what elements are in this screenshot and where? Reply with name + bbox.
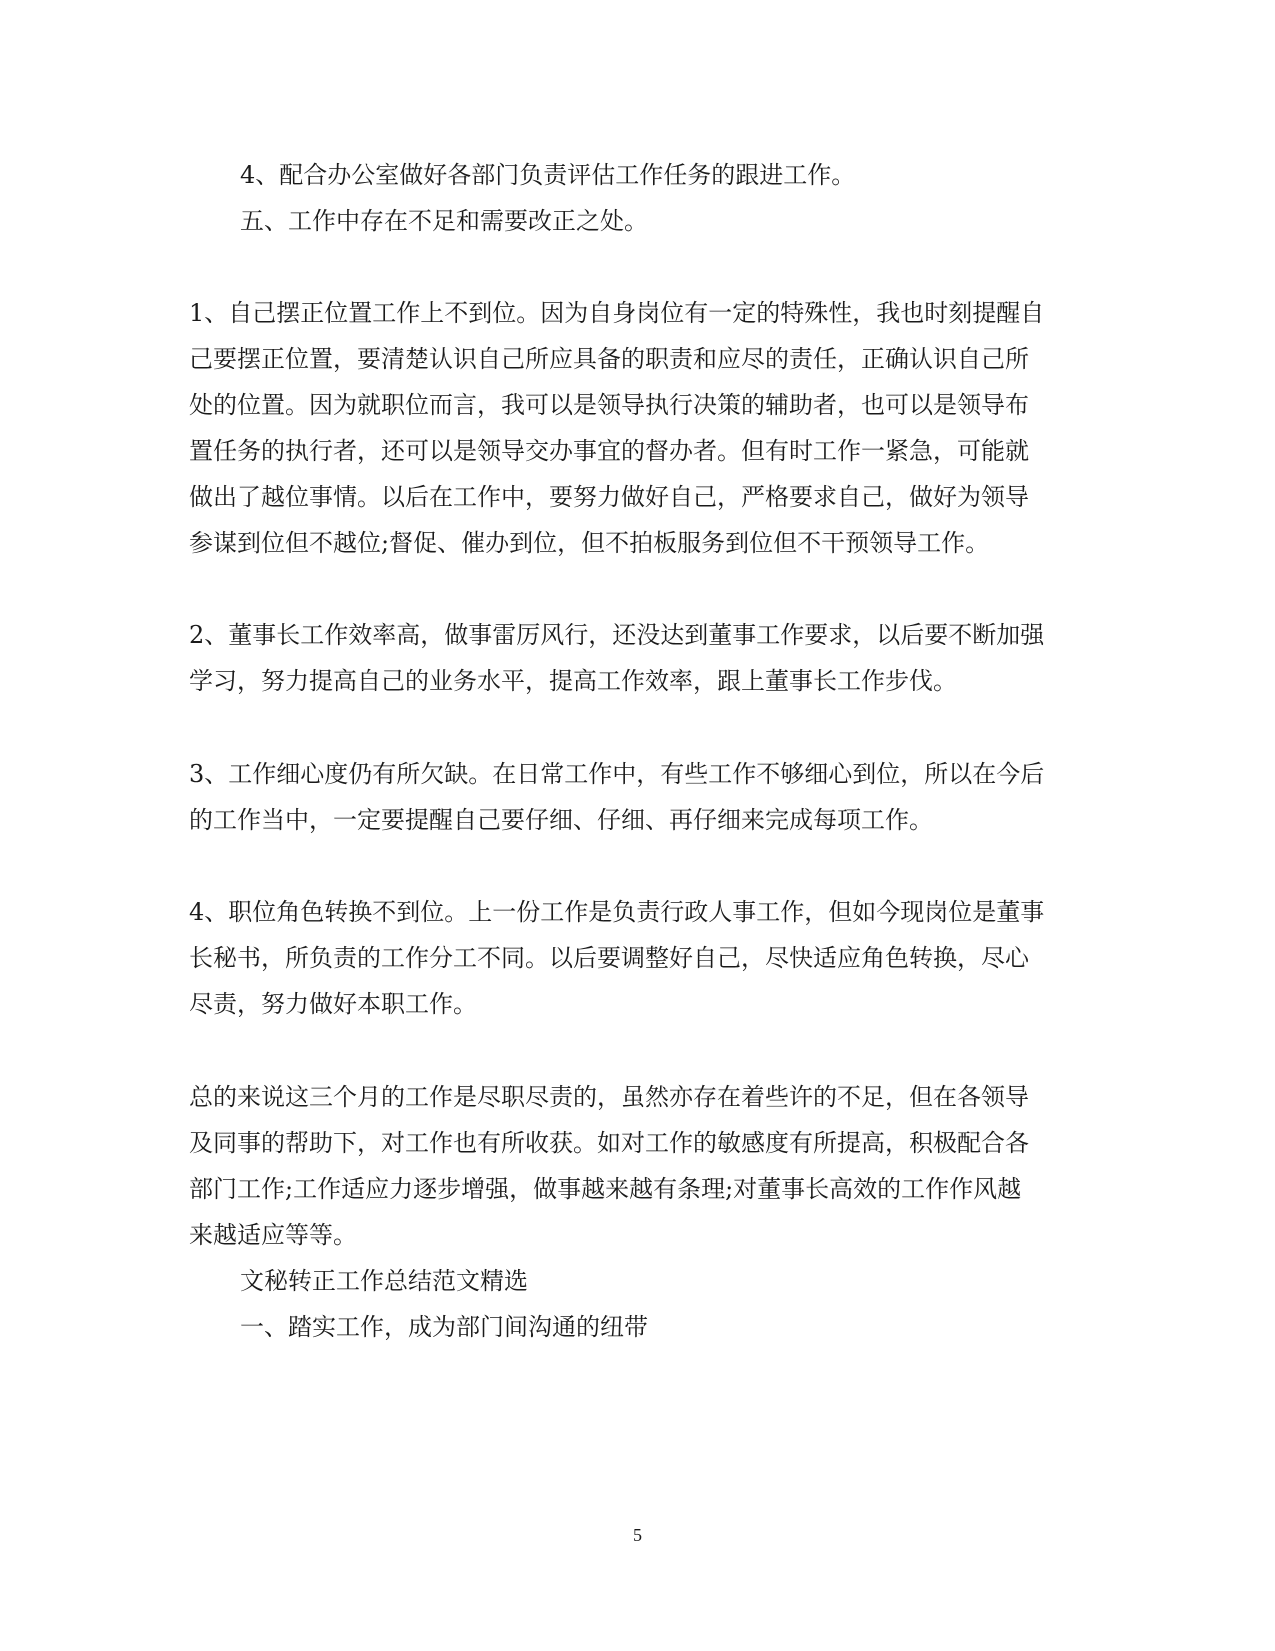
text-line: 长秘书，所负责的工作分工不同。以后要调整好自己，尽快适应角色转换，尽心 (189, 944, 1029, 972)
text-line: 的工作当中，一定要提醒自己要仔细、仔细、再仔细来完成每项工作。 (189, 806, 933, 834)
text-line: 1、自己摆正位置工作上不到位。因为自身岗位有一定的特殊性，我也时刻提醒自 (189, 299, 1045, 327)
text-line: 处的位置。因为就职位而言，我可以是领导执行决策的辅助者，也可以是领导布 (189, 391, 1029, 419)
text-line: 部门工作;工作适应力逐步增强，做事越来越有条理;对董事长高效的工作作风越 (189, 1175, 1022, 1203)
text-line: 学习，努力提高自己的业务水平，提高工作效率，跟上董事长工作步伐。 (189, 667, 957, 695)
page-number: 5 (633, 1525, 642, 1545)
text-line: 3、工作细心度仍有所欠缺。在日常工作中，有些工作不够细心到位，所以在今后 (189, 760, 1045, 788)
text-line: 4、配合办公室做好各部门负责评估工作任务的跟进工作。 (240, 161, 856, 189)
section-heading: 五、工作中存在不足和需要改正之处。 (240, 207, 648, 235)
text-line: 置任务的执行者，还可以是领导交办事宜的督办者。但有时工作一紧急，可能就 (189, 437, 1029, 465)
text-line: 总的来说这三个月的工作是尽职尽责的，虽然亦存在着些许的不足，但在各领导 (189, 1083, 1029, 1111)
section-heading: 一、踏实工作，成为部门间沟通的纽带 (240, 1313, 648, 1341)
text-line: 2、董事长工作效率高，做事雷厉风行，还没达到董事工作要求，以后要不断加强 (189, 621, 1045, 649)
text-line: 尽责，努力做好本职工作。 (189, 990, 477, 1018)
text-line: 做出了越位事情。以后在工作中，要努力做好自己，严格要求自己，做好为领导 (189, 483, 1029, 511)
text-line: 己要摆正位置，要清楚认识自己所应具备的职责和应尽的责任，正确认识自己所 (189, 345, 1029, 373)
text-line: 4、职位角色转换不到位。上一份工作是负责行政人事工作，但如今现岗位是董事 (189, 898, 1045, 926)
article-title: 文秘转正工作总结范文精选 (240, 1267, 528, 1295)
text-line: 及同事的帮助下，对工作也有所收获。如对工作的敏感度有所提高，积极配合各 (189, 1129, 1029, 1157)
text-line: 参谋到位但不越位;督促、催办到位，但不拍板服务到位但不干预领导工作。 (189, 529, 990, 557)
text-line: 来越适应等等。 (189, 1221, 357, 1249)
